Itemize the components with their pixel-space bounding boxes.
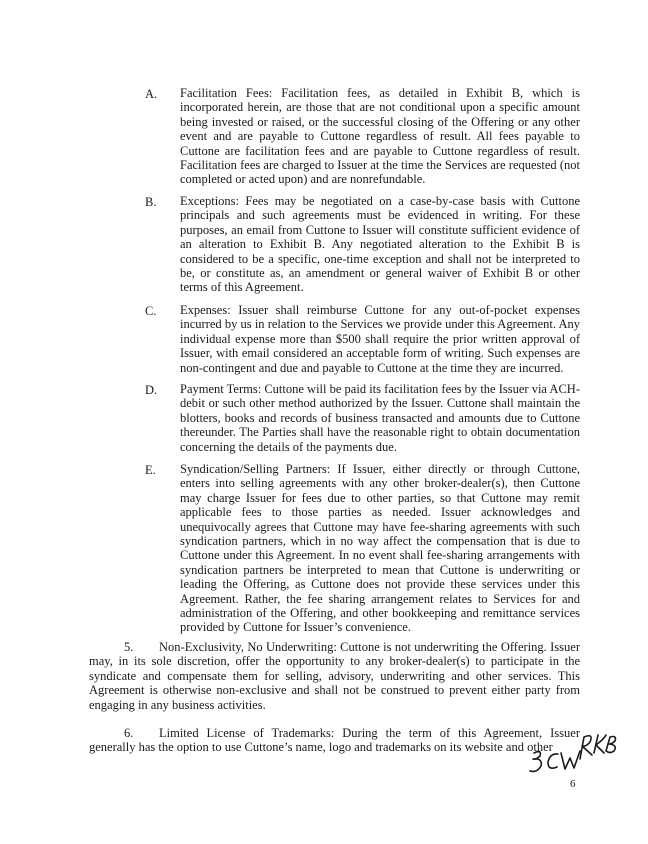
subsection-text: Syndication/Selling Partners: If Issuer, either directly or through Cuttone, enters into selling agreements with any other broker-dealer(s), then Cuttone may charge Issuer for fees due to other parties, so that Cuttone may remit applicable fees to those parties as needed. Issuer acknowledges and unequivocally agrees that Cuttone may have fee-sharing agreements with such syndication partners, which in no way affect the compensation that is due to Cuttone under this Agreement. In no event shall fee-sharing arrangements with syndication partners be interpreted to mean that Cuttone is underwriting or leading the Offering, as Cuttone does not provide these services under this Agreement. Rather, the fee sharing arrangement relates to Services for and administration of the Offering, and other bookkeeping and remittance services provided by Cuttone for Issuer’s convenience. (180, 462, 580, 635)
subsection-letter: A. (145, 87, 158, 101)
paragraph-text: Non-Exclusivity, No Underwriting: Cuttone is not underwriting the Offering. Issuer may, in its sole discretion, offer the opportunity to any broker-dealer(s) to participate in the syndicate and compensate them for selling, advisory, underwriting and other services. This Agreement is otherwise non-exclusive and shall not be construed to prevent either party from engaging in any business activities. (89, 640, 580, 712)
subsection-text: Payment Terms: Cuttone will be paid its facilitation fees by the Issuer via ACH-debit or such other method authorized by the Issuer. Cuttone shall maintain the blotters, books and records of business transacted and amounts due to Cuttone thereunder. The Parties shall have the reasonable right to obtain documentation concerning the details of the payments due. (180, 382, 580, 454)
paragraph-number: 6. (124, 726, 134, 740)
paragraph-6 (89, 726, 580, 755)
page-number: 6 (570, 778, 576, 790)
handwritten-initials (520, 725, 620, 780)
subsection-letter: D. (145, 383, 158, 397)
subsection-letter: B. (145, 195, 157, 209)
subsection-letter: C. (145, 304, 157, 318)
subsection-text: Exceptions: Fees may be negotiated on a case-by-case basis with Cuttone principals and such agreements must be evidenced in writing. For these purposes, an email from Cuttone to Issuer will constitute sufficient evidence of an alteration to Exhibit B. Any negotiated alteration to the Exhibit B is considered to be a specific, one-time exception and shall not be interpreted to be, or constitute as, an amendment or general waiver of Exhibit B or other terms of this Agreement. (180, 194, 580, 295)
paragraph-text: Limited License of Trademarks: During the term of this Agreement, Issuer generally has the option to use Cuttone’s name, logo and trademarks on its website and other (89, 726, 580, 755)
subsection-text: Expenses: Issuer shall reimburse Cuttone for any out-of-pocket expenses incurred by us in relation to the Services we provide under this Agreement. Any individual expense more than $500 shall require the prior written approval of Issuer, with email considered an acceptable form of writing. Such expenses are non-contingent and due and payable to Cuttone at the time they are incurred. (180, 303, 580, 375)
subsection-letter: E. (145, 463, 156, 477)
subsection-text: Facilitation Fees: Facilitation fees, as detailed in Exhibit B, which is incorporated herein, are those that are not conditional upon a specific amount being invested or raised, or the successful closing of the Offering or any other event and are payable to Cuttone regardless of result. All fees payable to Cuttone are facilitation fees and are payable to Cuttone regardless of result. Facilitation fees are charged to Issuer at the time the Services are requested (not completed or acted upon) and are nonrefundable. (180, 86, 580, 187)
paragraph-number: 5. (124, 640, 134, 654)
paragraph-5 (89, 640, 580, 712)
